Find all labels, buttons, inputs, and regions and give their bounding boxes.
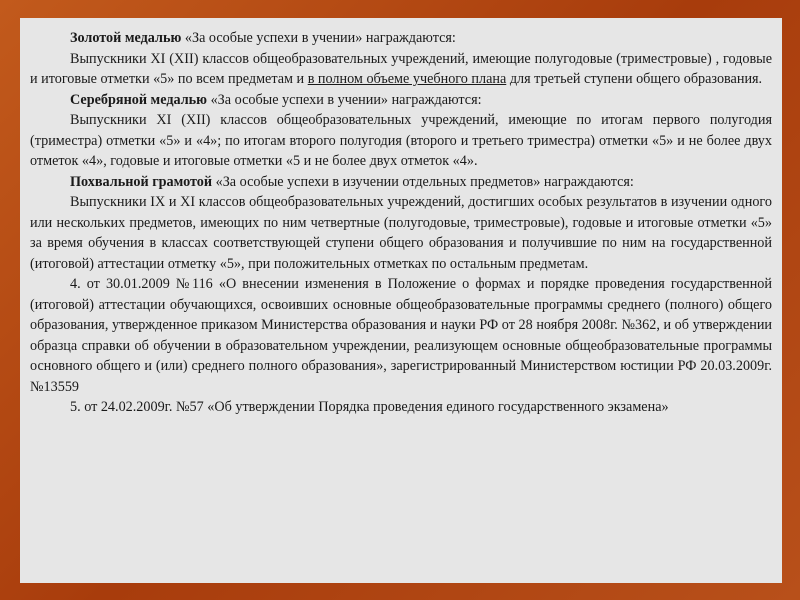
silver-medal-heading xyxy=(30,90,772,111)
certificate-criteria: Выпускники IX и XI классов общеобразовательных учреждений, достигших особых результатов в изучении одного или нескольких предметов, имеющих по ним четвертные (полугодовые, триместровые), годовые и итоговые отметки «5» за время обучения в классах соответствующей ступени общего образования и получившие по ним на государственной (итоговой) аттестации отметку «5», при положительных отметках по остальным предметам. xyxy=(30,194,772,272)
silver-medal-rest: «За особые успехи в учении» награждаются: xyxy=(207,91,482,108)
order-116-item: 4. от 30.01.2009 №116 «О внесении изменения в Положение о формах и порядке проведения государственной (итоговой) аттестации обучающихся, освоивших основные общеобразовательные программы среднего (полного) общего образования, утвержденное приказом Министерства образования и науки РФ от 28 ноября 2008г. №362, и об утверждении образца справки об обучении в образовательном учреждении, реализующем основные общеобразовательные программы основного общего и (или) среднего полного образования», зарегистрированный Министерством юстиции РФ 20.03.2009г. №13559 xyxy=(30,276,772,395)
order-57-item: 5. от 24.02.2009г. №57 «Об утверждении Порядка проведения единого государственного экзамена» xyxy=(70,399,669,415)
gold-medal-lead: Золотой медалью xyxy=(70,30,182,46)
gold-medal-heading xyxy=(30,28,772,49)
silver-medal-criteria: Выпускники XI (XII) классов общеобразовательных учреждений, имеющие по итогам первого полугодия (триместра) отметки «5» и «4»; по итогам второго полугодия (второго и третьего триместра) отметки «5» и не более двух отметок «4», годовые и итоговые отметки «5 и не более двух отметок «4». xyxy=(30,112,772,169)
gold-criteria-text-before: Выпускники XI (XII) классов общеобразовательных учреждений, имеющие полугодовые (триместровые) , годовые и итоговые отметки «5» по всем предметам и xyxy=(30,50,772,87)
gold-criteria-text-after: для третьей ступени общего образования. xyxy=(506,71,763,87)
gold-criteria-underlined: в полном объеме учебного плана xyxy=(307,71,507,87)
certificate-lead: Похвальной грамотой xyxy=(70,173,213,190)
certificate-rest: «За особые успехи в изучении отдельных предметов» награждаются: xyxy=(212,173,634,190)
document-body xyxy=(30,28,772,418)
gold-medal-rest: «За особые успехи в учении» награждаются: xyxy=(181,30,456,46)
gold-medal-criteria xyxy=(30,49,772,90)
silver-medal-lead: Серебряной медалью xyxy=(70,91,208,108)
certificate-heading xyxy=(30,172,772,193)
slide-content-panel xyxy=(20,18,782,583)
